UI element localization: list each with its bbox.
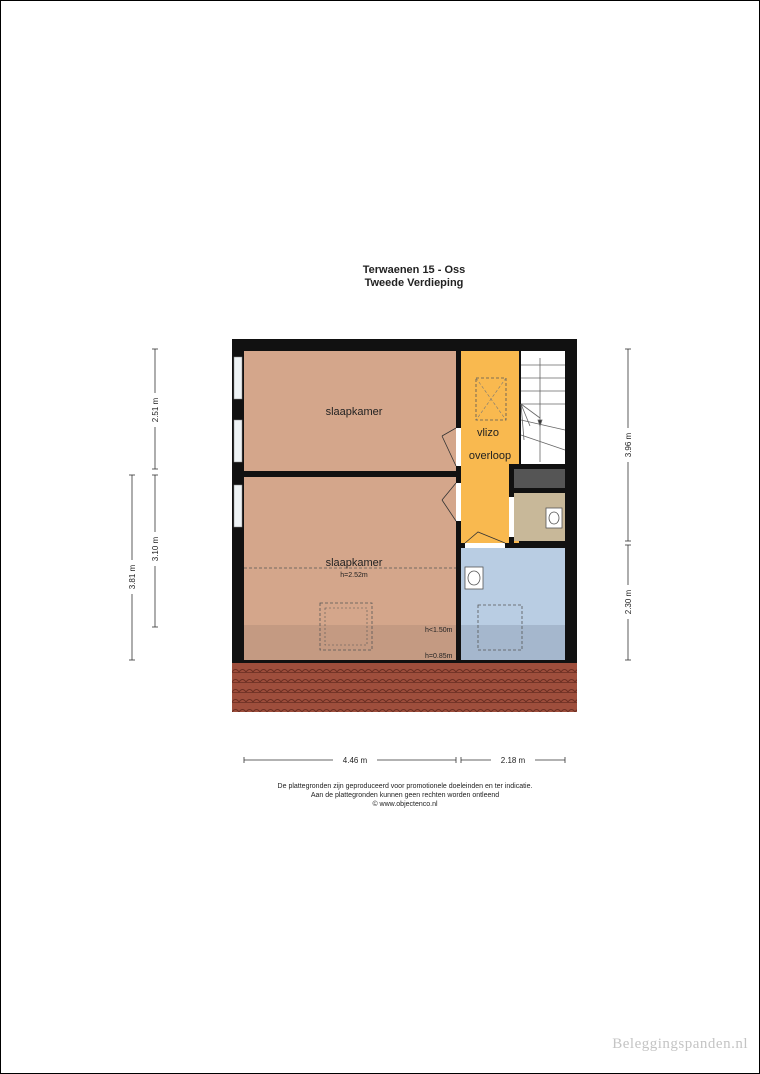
window: [234, 357, 242, 399]
dim-right-bottom: 2.30 m: [624, 589, 633, 615]
window: [234, 485, 242, 527]
room-label-bedroom-2: slaapkamer: [325, 557, 383, 569]
door-opening: [509, 497, 514, 537]
cabinet: [514, 469, 565, 488]
plan-subtitle: Tweede Verdieping: [364, 277, 464, 289]
dim-right-top: 3.96 m: [624, 432, 633, 458]
room-label-overloop: overloop: [468, 450, 512, 462]
window: [234, 420, 242, 462]
dim-left-top: 2.51 m: [151, 397, 160, 423]
disclaimer-line-1: De plattegronden zijn geproduceerd voor promotionele doeleinden en ter indicatie.: [277, 783, 533, 790]
stair-wall: [519, 351, 521, 464]
wall-segment: [509, 464, 565, 469]
roof-tiles: [232, 663, 577, 712]
disclaimer-line-3: © www.objectenco.nl: [372, 801, 438, 808]
height-label-0-85: h=0.85m: [425, 653, 453, 660]
door-opening: [456, 483, 461, 521]
dim-left-total: 3.81 m: [128, 564, 137, 590]
door-opening: [456, 428, 461, 466]
bathroom-low-zone: [461, 625, 565, 660]
height-label-1-50: h<1.50m: [425, 627, 453, 634]
room-label-bedroom-1: slaapkamer: [325, 406, 383, 418]
toilet-fixture: [546, 508, 562, 528]
wall-segment: [509, 488, 565, 493]
dim-bottom-left: 4.46 m: [342, 756, 368, 765]
plan-title: Terwaenen 15 - Oss: [362, 264, 466, 276]
height-label-2-52: h=2.52m: [340, 572, 368, 579]
dim-bottom-right: 2.18 m: [500, 756, 526, 765]
door-opening: [465, 543, 505, 548]
watermark-logo: Beleggingspanden.nl: [612, 1036, 748, 1052]
room-label-vlizo: vlizo: [476, 427, 500, 439]
dim-left-bottom: 3.10 m: [151, 536, 160, 562]
disclaimer-line-2: Aan de plattegronden kunnen geen rechten worden ontleend: [310, 792, 500, 799]
